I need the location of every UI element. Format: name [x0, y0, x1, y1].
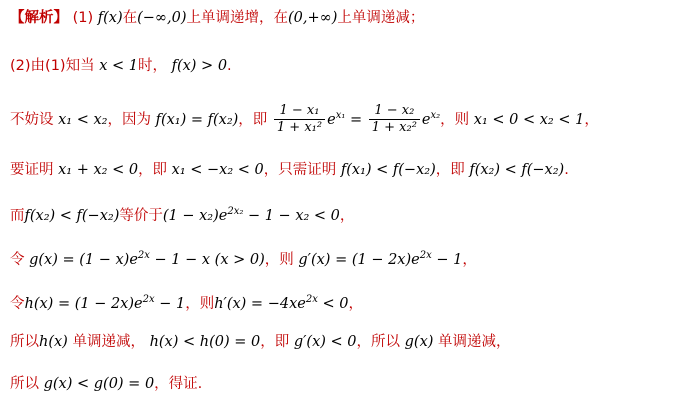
solution-line-6 [10, 246, 477, 270]
math-expression: x₁ < x₂ [58, 111, 108, 128]
text-segment: 时， [137, 58, 167, 74]
math-expression: e [421, 111, 431, 128]
text-segment: 等价于 [119, 207, 163, 224]
exponent: x₁ [335, 110, 346, 121]
math-expression: g(x) = (1 − x)e [29, 251, 138, 268]
solution-line-1 [10, 8, 424, 28]
solution-line-8 [10, 332, 511, 352]
text-segment: 上单调递增，在 [186, 10, 289, 26]
text-segment: 不妨设 [10, 111, 54, 128]
text-segment: ，则 [185, 295, 215, 312]
math-expression: f(x₂) < f(−x₂) [469, 162, 565, 178]
text-segment: 在 [122, 10, 138, 26]
math-expression: − 1 − x (x > 0) [149, 251, 265, 268]
math-expression: < 0 [317, 295, 349, 312]
text-segment: ，即 [435, 162, 465, 178]
math-expression: f(x) > 0 [171, 58, 228, 74]
fraction-left [274, 103, 325, 136]
math-expression: h(x) [39, 334, 68, 350]
text-segment: ，因为 [107, 111, 151, 128]
solution-line-7 [10, 290, 363, 314]
exponent: 2x [137, 250, 150, 261]
text-segment: ， [348, 295, 363, 312]
math-expression: g′(x) < 0 [293, 334, 357, 350]
solution-line-4 [10, 160, 569, 180]
exponent: 2x [305, 294, 318, 305]
math-expression: f(x₁) < f(−x₂) [340, 162, 436, 178]
math-expression: f(x) [97, 10, 123, 26]
math-expression: h′(x) = −4xe [214, 295, 306, 312]
fraction-numerator: 1 − x₁ [274, 103, 325, 120]
math-expression: g′(x) = (1 − 2x)e [298, 251, 420, 268]
math-expression: (0,+∞) [288, 10, 338, 26]
exponent: x₂ [430, 110, 441, 121]
text-segment: 单调递减， [438, 334, 511, 350]
math-expression: = [349, 111, 363, 128]
math-expression: − 1 [154, 295, 186, 312]
fraction-denominator: 1 + x₂² [371, 120, 417, 136]
math-expression: e [327, 111, 336, 128]
part-number: (1) [72, 10, 94, 26]
math-expression: x₁ + x₂ < 0 [58, 162, 139, 178]
math-expression: g(x) [404, 334, 434, 350]
math-expression: x < 1 [99, 58, 138, 74]
analysis-header: 【解析】 [10, 10, 68, 26]
math-expression: g(x) < g(0) = 0 [43, 376, 155, 392]
text-segment: 要证明 [10, 162, 54, 178]
math-expression: − 1 [431, 251, 463, 268]
text-segment: ，即 [138, 162, 168, 178]
math-expression: h(x) < h(0) = 0 [149, 334, 261, 350]
math-expression: x₁ < −x₂ < 0 [171, 162, 264, 178]
text-segment: ，得证. [154, 376, 203, 392]
solution-line-5 [10, 202, 354, 226]
math-expression: x₁ < 0 < x₂ < 1 [473, 111, 585, 128]
math-expression: (1 − x₂)e [162, 207, 228, 224]
text-segment: . [564, 162, 569, 178]
text-segment: ，所以 [356, 334, 401, 350]
text-segment: 所以 [10, 376, 39, 392]
text-segment: 所以 [10, 334, 39, 350]
text-segment: ，只需证明 [263, 162, 337, 178]
text-segment: 令 [10, 295, 25, 312]
text-segment: (2)由(1)知当 [10, 58, 95, 74]
exponent: 2x [142, 294, 155, 305]
text-segment: ，则 [264, 251, 294, 268]
fraction-numerator: 1 − x₂ [369, 103, 420, 120]
math-expression: (−∞,0) [137, 10, 187, 26]
text-segment: ，即 [238, 111, 268, 128]
text-segment: 上单调递减； [337, 10, 425, 26]
text-segment: ， [584, 111, 599, 128]
text-segment: 令 [10, 251, 25, 268]
text-segment: ， [462, 251, 477, 268]
fraction-denominator: 1 + x₁² [276, 120, 323, 136]
math-expression: f(x₁) = f(x₂) [155, 111, 239, 128]
text-segment: ， [339, 207, 355, 224]
text-segment: 单调递减， [72, 334, 145, 350]
text-segment: ，即 [260, 334, 290, 350]
text-segment: 而 [10, 207, 25, 224]
solution-line-9 [10, 374, 202, 394]
text-segment: ，则 [440, 111, 470, 128]
exponent: 2x₂ [227, 206, 244, 217]
exponent: 2x [419, 250, 432, 261]
math-expression: − 1 − x₂ < 0 [243, 207, 340, 224]
text-segment: . [227, 58, 232, 74]
math-expression: f(x₂) < f(−x₂) [24, 207, 120, 224]
math-expression: h(x) = (1 − 2x)e [24, 295, 143, 312]
solution-line-2 [10, 56, 232, 76]
solution-line-3 [10, 96, 599, 140]
fraction-right [369, 103, 420, 136]
